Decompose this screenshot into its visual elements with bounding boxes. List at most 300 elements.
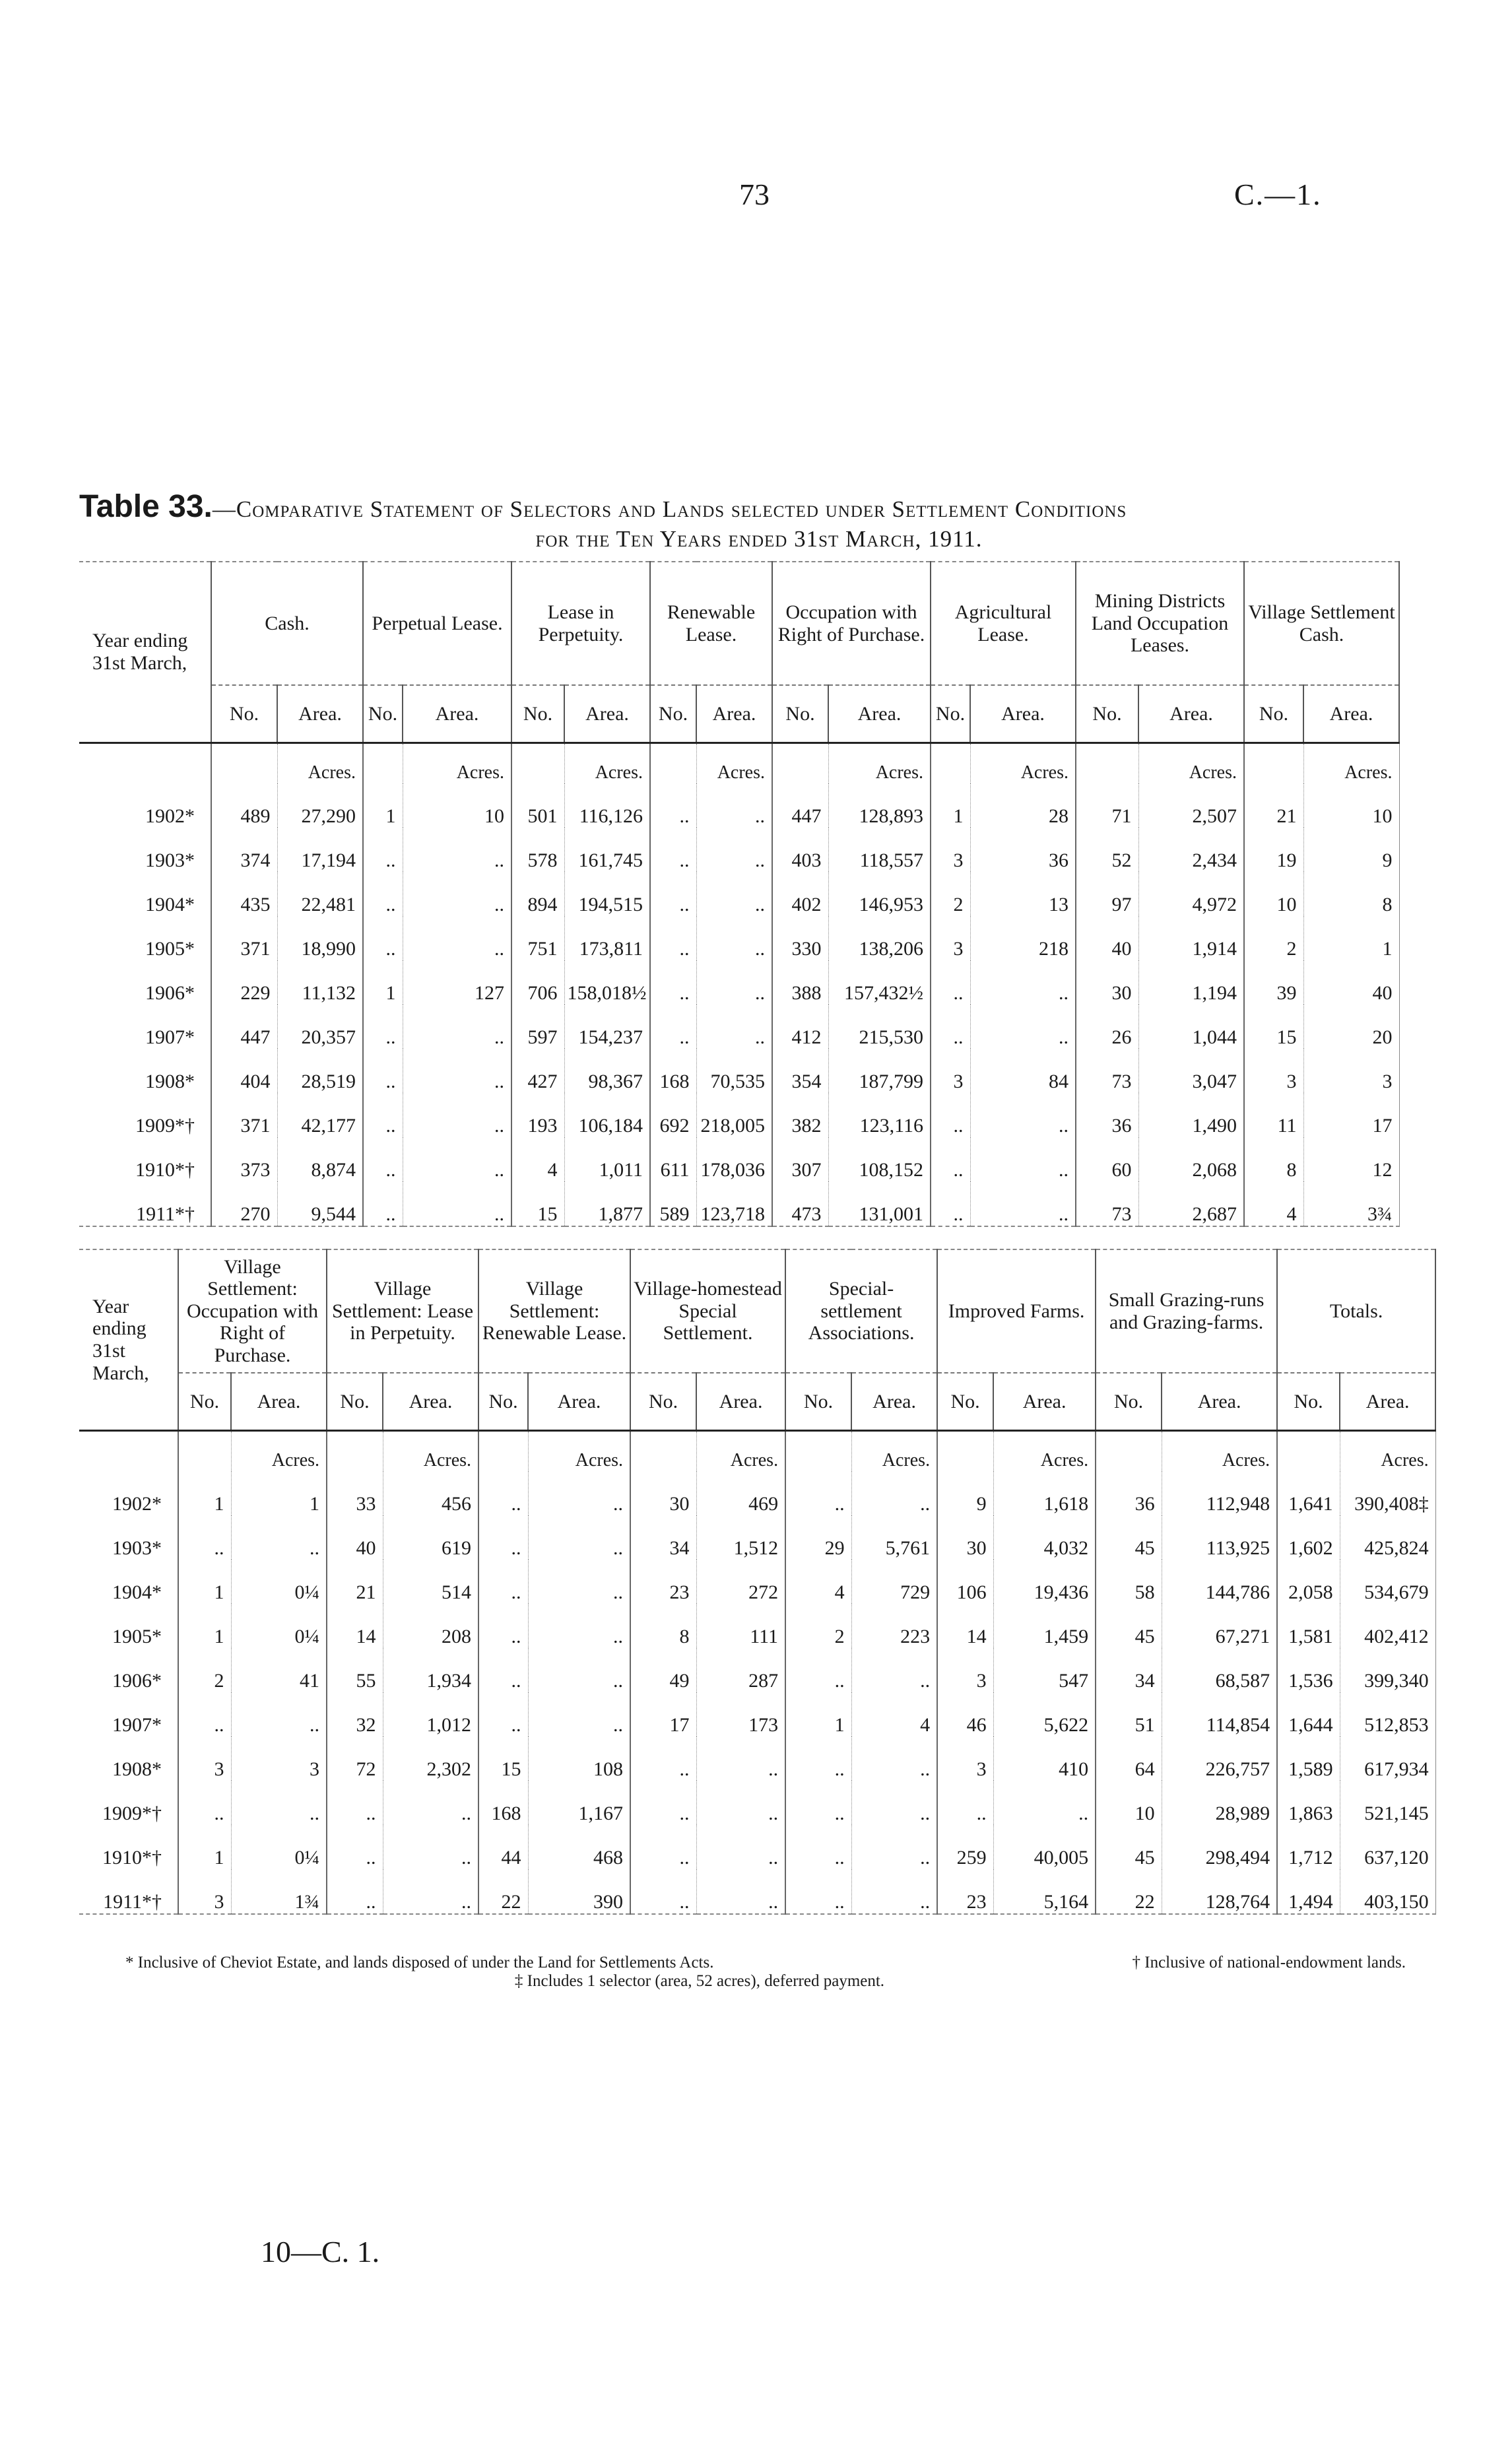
number-cell: ..: [931, 1137, 970, 1181]
area-cell: 5,164: [993, 1869, 1096, 1914]
year-cell: 1907*: [145, 1026, 195, 1048]
area-cell: 144,786: [1162, 1560, 1277, 1604]
area-cell: 116,126: [564, 783, 650, 828]
number-cell: 307: [772, 1137, 828, 1181]
unit-label: Acres.: [1340, 1431, 1435, 1472]
number-cell: 21: [327, 1560, 383, 1604]
number-cell: 1: [178, 1471, 231, 1515]
number-cell: ..: [478, 1692, 528, 1737]
area-cell: 3: [1303, 1049, 1399, 1093]
area-subheader: Area.: [564, 685, 650, 743]
area-subheader: Area.: [277, 685, 363, 743]
area-cell: 27,290: [277, 783, 363, 828]
unit-label: [650, 743, 696, 784]
number-cell: ..: [650, 872, 696, 916]
number-subheader: No.: [1096, 1373, 1162, 1431]
unit-label: Acres.: [383, 1431, 478, 1472]
area-cell: 2,068: [1138, 1137, 1244, 1181]
number-cell: 193: [511, 1093, 564, 1137]
area-cell: 3¾: [1303, 1181, 1399, 1226]
area-cell: 84: [970, 1049, 1076, 1093]
number-cell: 51: [1096, 1692, 1162, 1737]
number-cell: 706: [511, 960, 564, 1005]
area-cell: ..: [528, 1692, 630, 1737]
area-subheader: Area.: [993, 1373, 1096, 1431]
number-cell: 1: [931, 783, 970, 828]
statement-table-upper: [79, 561, 1400, 1227]
area-cell: 18,990: [277, 916, 363, 960]
area-cell: ..: [970, 1093, 1076, 1137]
table-row: [79, 960, 1399, 1005]
number-cell: 21: [1244, 783, 1303, 828]
number-subheader: No.: [630, 1373, 696, 1431]
number-cell: 4: [785, 1560, 851, 1604]
number-cell: 34: [1096, 1648, 1162, 1692]
area-cell: ..: [851, 1648, 937, 1692]
area-cell: 1: [1303, 916, 1399, 960]
area-cell: ..: [383, 1869, 478, 1914]
area-cell: 4,032: [993, 1515, 1096, 1560]
number-cell: 1: [178, 1825, 231, 1869]
area-cell: 3: [231, 1737, 327, 1781]
area-cell: 178,036: [696, 1137, 772, 1181]
number-cell: ..: [178, 1692, 231, 1737]
area-cell: ..: [528, 1604, 630, 1648]
year-cell: 1904*: [112, 1581, 162, 1603]
number-cell: 388: [772, 960, 828, 1005]
area-cell: 637,120: [1340, 1825, 1435, 1869]
unit-label: [178, 1431, 231, 1472]
number-subheader: No.: [785, 1373, 851, 1431]
area-cell: ..: [528, 1515, 630, 1560]
number-cell: 106: [937, 1560, 993, 1604]
area-cell: ..: [383, 1825, 478, 1869]
unit-label: [327, 1431, 383, 1472]
area-cell: 8: [1303, 872, 1399, 916]
number-cell: 23: [630, 1560, 696, 1604]
footnote-dagger: † Inclusive of national-endowment lands.: [1132, 1954, 1406, 1971]
area-cell: 1,877: [564, 1181, 650, 1226]
number-cell: 45: [1096, 1604, 1162, 1648]
area-cell: 223: [851, 1604, 937, 1648]
number-cell: 403: [772, 828, 828, 872]
area-cell: 218: [970, 916, 1076, 960]
area-subheader: Area.: [231, 1373, 327, 1431]
unit-label: Acres.: [1138, 743, 1244, 784]
number-subheader: No.: [211, 685, 277, 743]
area-cell: 114,854: [1162, 1692, 1277, 1737]
group-header: Small Grazing-runs and Grazing-farms.: [1096, 1249, 1277, 1373]
year-cell: 1909*†: [102, 1803, 162, 1824]
unit-label: Acres.: [277, 743, 363, 784]
number-cell: ..: [785, 1648, 851, 1692]
number-cell: 1: [363, 960, 403, 1005]
year-cell: 1902*: [145, 805, 195, 827]
group-header: Renewable Lease.: [650, 562, 772, 685]
number-cell: 611: [650, 1137, 696, 1181]
area-cell: ..: [231, 1781, 327, 1825]
number-cell: 751: [511, 916, 564, 960]
number-cell: 3: [178, 1737, 231, 1781]
number-cell: 270: [211, 1181, 277, 1226]
number-cell: ..: [363, 828, 403, 872]
area-cell: 13: [970, 872, 1076, 916]
area-cell: ..: [231, 1515, 327, 1560]
footnote-star: * Inclusive of Cheviot Estate, and lands disposed of under the Land for Settlements Acts.: [125, 1954, 714, 1971]
area-cell: 123,116: [828, 1093, 931, 1137]
number-cell: ..: [363, 916, 403, 960]
unit-label: [785, 1431, 851, 1472]
area-cell: ..: [403, 916, 511, 960]
area-cell: ..: [696, 828, 772, 872]
area-cell: 128,764: [1162, 1869, 1277, 1914]
table-row: [79, 872, 1399, 916]
number-cell: 489: [211, 783, 277, 828]
number-cell: 8: [630, 1604, 696, 1648]
number-cell: ..: [478, 1604, 528, 1648]
number-cell: ..: [650, 960, 696, 1005]
area-cell: 514: [383, 1560, 478, 1604]
unit-label: [630, 1431, 696, 1472]
number-cell: 2: [178, 1648, 231, 1692]
number-cell: 15: [511, 1181, 564, 1226]
number-cell: 374: [211, 828, 277, 872]
area-cell: 194,515: [564, 872, 650, 916]
number-cell: 692: [650, 1093, 696, 1137]
area-cell: 68,587: [1162, 1648, 1277, 1692]
unit-label: [1244, 743, 1303, 784]
number-cell: 8: [1244, 1137, 1303, 1181]
area-cell: 399,340: [1340, 1648, 1435, 1692]
number-cell: 402: [772, 872, 828, 916]
year-column-header: Year ending 31st March,: [79, 1249, 178, 1431]
area-cell: 1: [231, 1471, 327, 1515]
number-cell: 71: [1076, 783, 1138, 828]
unit-label: [772, 743, 828, 784]
number-cell: ..: [630, 1869, 696, 1914]
title-text: —Comparative Statement of Selectors and Lands selected under Settlement Conditions: [212, 496, 1127, 522]
area-cell: 2,302: [383, 1737, 478, 1781]
area-cell: 1,459: [993, 1604, 1096, 1648]
table-row: [79, 1825, 1435, 1869]
area-cell: 521,145: [1340, 1781, 1435, 1825]
number-cell: ..: [785, 1737, 851, 1781]
area-cell: 1,167: [528, 1781, 630, 1825]
number-subheader: No.: [1244, 685, 1303, 743]
number-cell: 168: [478, 1781, 528, 1825]
area-cell: 226,757: [1162, 1737, 1277, 1781]
number-cell: ..: [478, 1560, 528, 1604]
number-cell: 44: [478, 1825, 528, 1869]
number-cell: ..: [478, 1648, 528, 1692]
area-cell: 128,893: [828, 783, 931, 828]
number-cell: 371: [211, 916, 277, 960]
area-cell: 173: [696, 1692, 785, 1737]
year-cell: 1902*: [112, 1493, 162, 1515]
number-cell: ..: [478, 1515, 528, 1560]
number-cell: 22: [1096, 1869, 1162, 1914]
unit-label: Acres.: [528, 1431, 630, 1472]
area-cell: 547: [993, 1648, 1096, 1692]
units-spacer: [79, 743, 211, 784]
number-cell: ..: [630, 1825, 696, 1869]
number-cell: 427: [511, 1049, 564, 1093]
statement-table-lower: [79, 1249, 1436, 1915]
unit-label: [931, 743, 970, 784]
year-column-header: Year ending 31st March,: [79, 562, 211, 743]
area-cell: 41: [231, 1648, 327, 1692]
area-cell: ..: [696, 1737, 785, 1781]
number-cell: 2: [785, 1604, 851, 1648]
year-cell: 1910*†: [102, 1847, 162, 1869]
unit-label: Acres.: [828, 743, 931, 784]
area-cell: ..: [696, 916, 772, 960]
number-cell: 1: [178, 1560, 231, 1604]
area-cell: ..: [851, 1781, 937, 1825]
number-cell: ..: [363, 1005, 403, 1049]
area-cell: ..: [528, 1648, 630, 1692]
number-cell: ..: [178, 1781, 231, 1825]
year-cell: 1903*: [112, 1537, 162, 1559]
area-cell: 298,494: [1162, 1825, 1277, 1869]
area-subheader: Area.: [1303, 685, 1399, 743]
number-cell: 589: [650, 1181, 696, 1226]
number-cell: 32: [327, 1692, 383, 1737]
area-cell: 3,047: [1138, 1049, 1244, 1093]
year-cell: 1911*†: [79, 1869, 178, 1914]
number-subheader: No.: [478, 1373, 528, 1431]
area-cell: ..: [993, 1781, 1096, 1825]
table-row: [79, 916, 1399, 960]
year-cell: 1908*: [145, 1071, 195, 1092]
number-cell: 2: [1244, 916, 1303, 960]
number-cell: 1: [363, 783, 403, 828]
number-cell: ..: [178, 1515, 231, 1560]
area-cell: 4,972: [1138, 872, 1244, 916]
area-cell: 1¾: [231, 1869, 327, 1914]
group-header: Mining Districts Land Occupation Leases.: [1076, 562, 1244, 685]
group-header: Cash.: [211, 562, 363, 685]
area-subheader: Area.: [851, 1373, 937, 1431]
year-cell: 1904*: [145, 894, 195, 915]
year-cell: 1909*†: [135, 1115, 195, 1137]
number-cell: ..: [931, 1181, 970, 1226]
number-cell: 1,863: [1277, 1781, 1340, 1825]
area-cell: 390: [528, 1869, 630, 1914]
number-cell: 72: [327, 1737, 383, 1781]
area-cell: 98,367: [564, 1049, 650, 1093]
table-row: [79, 1560, 1435, 1604]
number-cell: ..: [785, 1781, 851, 1825]
number-cell: 1,581: [1277, 1604, 1340, 1648]
number-subheader: No.: [772, 685, 828, 743]
number-cell: 49: [630, 1648, 696, 1692]
unit-label: Acres.: [851, 1431, 937, 1472]
area-cell: 456: [383, 1471, 478, 1515]
number-cell: 1,712: [1277, 1825, 1340, 1869]
number-cell: 435: [211, 872, 277, 916]
number-cell: ..: [931, 1093, 970, 1137]
area-cell: 11,132: [277, 960, 363, 1005]
table-row: [79, 1137, 1399, 1181]
number-subheader: No.: [511, 685, 564, 743]
area-cell: 9,544: [277, 1181, 363, 1226]
area-cell: ..: [403, 1049, 511, 1093]
area-cell: 1,490: [1138, 1093, 1244, 1137]
area-cell: 1,934: [383, 1648, 478, 1692]
number-cell: 3: [937, 1737, 993, 1781]
year-cell: 1905*: [112, 1626, 162, 1647]
number-cell: ..: [327, 1781, 383, 1825]
area-cell: ..: [696, 1781, 785, 1825]
area-cell: ..: [970, 1137, 1076, 1181]
number-cell: 2: [931, 872, 970, 916]
area-cell: ..: [970, 960, 1076, 1005]
group-header: Village-homestead Special Settlement.: [630, 1249, 785, 1373]
area-cell: 111: [696, 1604, 785, 1648]
group-header: Perpetual Lease.: [363, 562, 511, 685]
table-row: [79, 1515, 1435, 1560]
area-cell: ..: [231, 1692, 327, 1737]
area-subheader: Area.: [696, 1373, 785, 1431]
area-cell: 10: [1303, 783, 1399, 828]
area-cell: 0¼: [231, 1825, 327, 1869]
area-cell: 28,519: [277, 1049, 363, 1093]
area-cell: 42,177: [277, 1093, 363, 1137]
number-cell: 1,602: [1277, 1515, 1340, 1560]
area-cell: 1,011: [564, 1137, 650, 1181]
area-cell: ..: [851, 1825, 937, 1869]
number-cell: ..: [327, 1869, 383, 1914]
area-cell: ..: [851, 1471, 937, 1515]
number-cell: 10: [1244, 872, 1303, 916]
number-cell: ..: [650, 1005, 696, 1049]
table-row: [79, 1737, 1435, 1781]
area-cell: 2,507: [1138, 783, 1244, 828]
table-row: [79, 1093, 1399, 1137]
area-cell: 402,412: [1340, 1604, 1435, 1648]
number-cell: ..: [363, 1093, 403, 1137]
number-cell: 4: [1244, 1181, 1303, 1226]
area-cell: ..: [696, 783, 772, 828]
number-cell: ..: [363, 872, 403, 916]
area-cell: 215,530: [828, 1005, 931, 1049]
number-cell: 73: [1076, 1049, 1138, 1093]
number-cell: 4: [511, 1137, 564, 1181]
number-cell: 330: [772, 916, 828, 960]
group-header: Lease in Perpetuity.: [511, 562, 650, 685]
title-line-1: [79, 488, 1439, 525]
table-row: [79, 828, 1399, 872]
year-cell: 1905*: [145, 938, 195, 960]
number-cell: ..: [630, 1781, 696, 1825]
number-cell: ..: [327, 1825, 383, 1869]
area-cell: 1,512: [696, 1515, 785, 1560]
area-cell: 1,194: [1138, 960, 1244, 1005]
unit-label: [1277, 1431, 1340, 1472]
number-subheader: No.: [327, 1373, 383, 1431]
group-header: Totals.: [1277, 1249, 1435, 1373]
unit-label: [478, 1431, 528, 1472]
area-cell: 20: [1303, 1005, 1399, 1049]
number-cell: ..: [363, 1181, 403, 1226]
table-row: [79, 1049, 1399, 1093]
group-header: Village Settlement: Renewable Lease.: [478, 1249, 630, 1373]
unit-label: Acres.: [696, 743, 772, 784]
area-cell: 17: [1303, 1093, 1399, 1137]
area-cell: 106,184: [564, 1093, 650, 1137]
area-cell: ..: [970, 1181, 1076, 1226]
area-cell: ..: [403, 1093, 511, 1137]
area-subheader: Area.: [1162, 1373, 1277, 1431]
area-cell: 118,557: [828, 828, 931, 872]
number-cell: 3: [1244, 1049, 1303, 1093]
area-cell: ..: [696, 1825, 785, 1869]
number-cell: 501: [511, 783, 564, 828]
area-cell: 108,152: [828, 1137, 931, 1181]
area-cell: 161,745: [564, 828, 650, 872]
number-cell: ..: [931, 960, 970, 1005]
area-cell: 12: [1303, 1137, 1399, 1181]
table-row: [79, 1648, 1435, 1692]
area-cell: 729: [851, 1560, 937, 1604]
number-cell: 1,644: [1277, 1692, 1340, 1737]
area-cell: 469: [696, 1471, 785, 1515]
table-row: [79, 1781, 1435, 1825]
area-cell: 131,001: [828, 1181, 931, 1226]
number-cell: 1: [178, 1604, 231, 1648]
table-label: Table 33.: [79, 489, 213, 524]
table-title: [79, 488, 1439, 552]
number-cell: 23: [937, 1869, 993, 1914]
area-subheader: Area.: [696, 685, 772, 743]
area-cell: 390,408‡: [1340, 1471, 1435, 1515]
number-cell: 15: [1244, 1005, 1303, 1049]
area-cell: 534,679: [1340, 1560, 1435, 1604]
area-cell: 138,206: [828, 916, 931, 960]
number-cell: 45: [1096, 1515, 1162, 1560]
unit-label: Acres.: [970, 743, 1076, 784]
number-cell: 3: [178, 1869, 231, 1914]
area-subheader: Area.: [528, 1373, 630, 1431]
number-cell: ..: [650, 783, 696, 828]
area-cell: 113,925: [1162, 1515, 1277, 1560]
number-cell: ..: [937, 1781, 993, 1825]
number-cell: 19: [1244, 828, 1303, 872]
area-cell: 1,012: [383, 1692, 478, 1737]
number-cell: 354: [772, 1049, 828, 1093]
number-subheader: No.: [1076, 685, 1138, 743]
unit-label: [937, 1431, 993, 1472]
area-cell: 19,436: [993, 1560, 1096, 1604]
area-cell: 208: [383, 1604, 478, 1648]
area-cell: 2,434: [1138, 828, 1244, 872]
number-cell: 597: [511, 1005, 564, 1049]
number-cell: 259: [937, 1825, 993, 1869]
number-cell: 97: [1076, 872, 1138, 916]
footnotes: [125, 1954, 1406, 1991]
number-cell: ..: [785, 1869, 851, 1914]
year-cell: 1903*: [145, 849, 195, 871]
area-cell: 10: [403, 783, 511, 828]
number-cell: 382: [772, 1093, 828, 1137]
number-cell: 373: [211, 1137, 277, 1181]
number-subheader: No.: [178, 1373, 231, 1431]
area-cell: 70,535: [696, 1049, 772, 1093]
area-cell: 67,271: [1162, 1604, 1277, 1648]
area-cell: 187,799: [828, 1049, 931, 1093]
number-cell: 46: [937, 1692, 993, 1737]
